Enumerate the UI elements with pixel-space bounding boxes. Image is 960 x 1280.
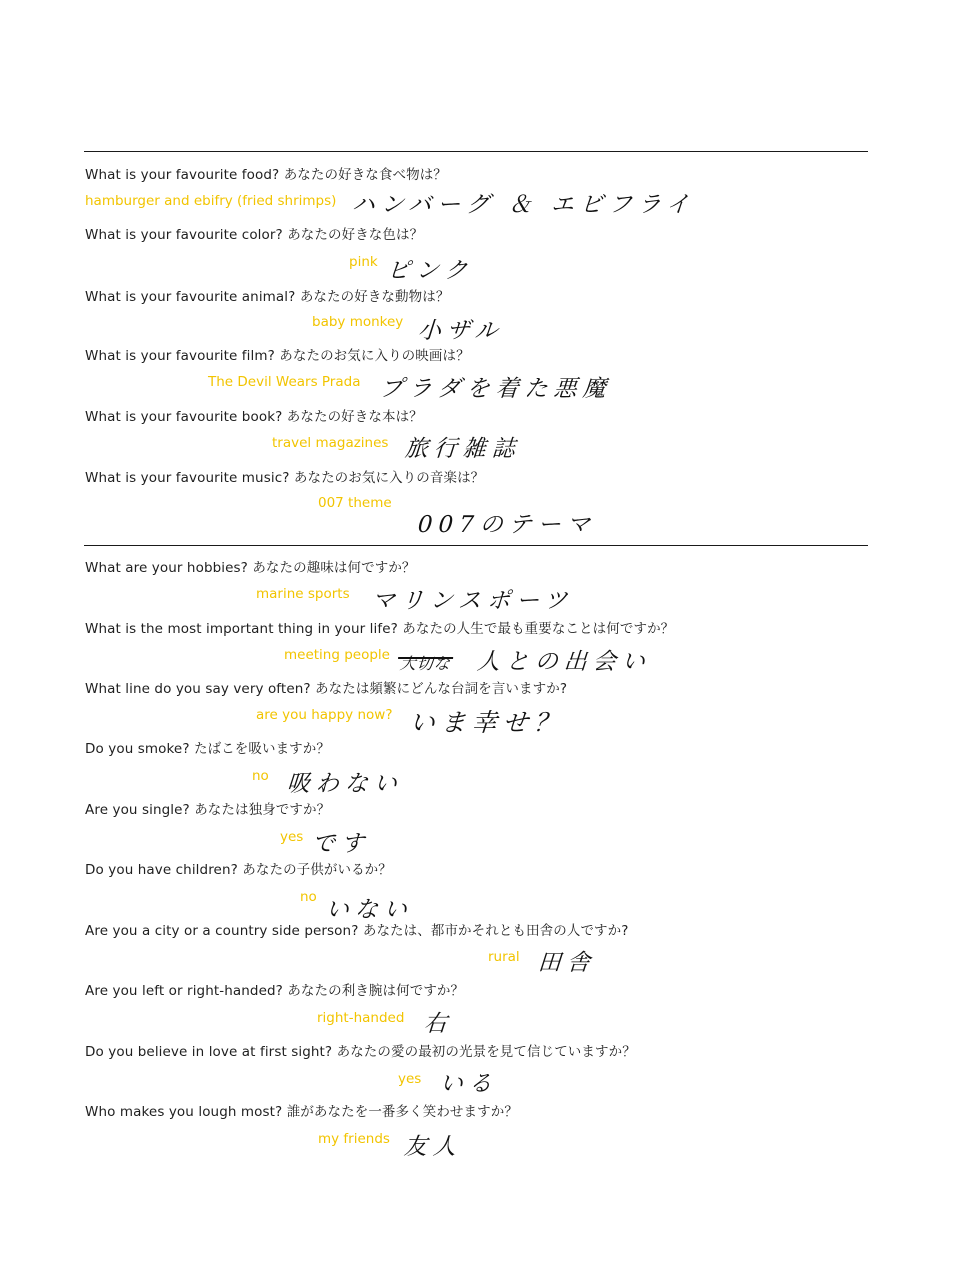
question-animal: What is your favourite animal? あなたの好きな動物は？ <box>85 289 450 305</box>
struck-out-word: 大切な <box>399 651 452 674</box>
answer-smoke: no <box>252 768 269 784</box>
handwriting-children: いない <box>324 897 414 923</box>
handwriting-book: 旅行雑誌 <box>403 436 522 462</box>
answer-important: meeting people <box>284 647 390 663</box>
handwriting-single: です <box>310 831 371 857</box>
answer-color: pink <box>349 254 378 270</box>
middle-rule <box>84 545 868 546</box>
question-line: What line do you say very often? あなたは頻繁にどんな台詞を言いますか? <box>85 681 568 697</box>
answer-handed: right-handed <box>317 1010 405 1026</box>
answer-line: are you happy now? <box>256 707 393 723</box>
answer-book: travel magazines <box>272 435 389 451</box>
handwriting-smoke: 吸わない <box>285 771 404 797</box>
question-food: What is your favourite food? あなたの好きな食べ物は？ <box>85 167 447 183</box>
question-children: Do you have children? あなたの子供がいるか？ <box>85 862 392 878</box>
handwriting-laugh: 友人 <box>402 1134 463 1160</box>
question-music: What is your favourite music? あなたのお気に入りの音楽は？ <box>85 470 485 486</box>
handwriting-film: プラダを着た悪魔 <box>378 376 613 402</box>
handwriting-line: いま幸せ？ <box>408 708 566 737</box>
handwriting-city: 田舎 <box>536 950 597 976</box>
answer-single: yes <box>280 829 304 845</box>
question-handed: Are you left or right-handed? あなたの利き腕は何ですか？ <box>85 983 465 999</box>
answer-children: no <box>300 889 317 905</box>
answer-music: 007 theme <box>318 495 392 511</box>
handwriting-important <box>399 643 652 676</box>
answer-hobbies: marine sports <box>256 586 350 602</box>
handwriting-handed: 右 <box>422 1011 454 1037</box>
handwriting-important-text: 人との出会い <box>475 649 652 675</box>
question-love: Do you believe in love at first sight? あなたの愛の最初の光景を見て信じていますか？ <box>85 1044 636 1060</box>
handwriting-color: ピンク <box>385 258 475 284</box>
question-important: What is the most important thing in your life? あなたの人生で最も重要なことは何ですか？ <box>85 621 675 637</box>
answer-laugh: my friends <box>318 1131 390 1147</box>
question-book: What is your favourite book? あなたの好きな本は？ <box>85 409 423 425</box>
answer-city: rural <box>488 949 520 965</box>
top-rule <box>84 151 868 152</box>
answer-animal: baby monkey <box>312 314 404 330</box>
question-film: What is your favourite film? あなたのお気に入りの映画は？ <box>85 348 470 364</box>
question-single: Are you single? あなたは独身ですか？ <box>85 802 331 818</box>
question-hobbies: What are your hobbies? あなたの趣味は何ですか？ <box>85 560 416 576</box>
answer-film: The Devil Wears Prada <box>208 374 361 390</box>
handwriting-music: 007のテーマ <box>416 512 597 538</box>
question-laugh: Who makes you lough most? 誰があなたを一番多く笑わせますか？ <box>85 1104 518 1120</box>
answer-food: hamburger and ebifry (fried shrimps) <box>85 193 337 209</box>
question-city: Are you a city or a country side person? あなたは、都市かそれとも田舎の人ですか? <box>85 923 629 939</box>
handwriting-hobbies: マリンスポーツ <box>370 588 575 614</box>
handwriting-food: ハンバーグ ＆ エビフライ <box>350 192 697 218</box>
handwriting-animal: 小ザル <box>416 318 505 344</box>
question-smoke: Do you smoke? たばこを吸いますか？ <box>85 741 330 757</box>
handwriting-love: いる <box>438 1071 499 1097</box>
answer-love: yes <box>398 1071 422 1087</box>
question-color: What is your favourite color? あなたの好きな色は？ <box>85 227 424 243</box>
